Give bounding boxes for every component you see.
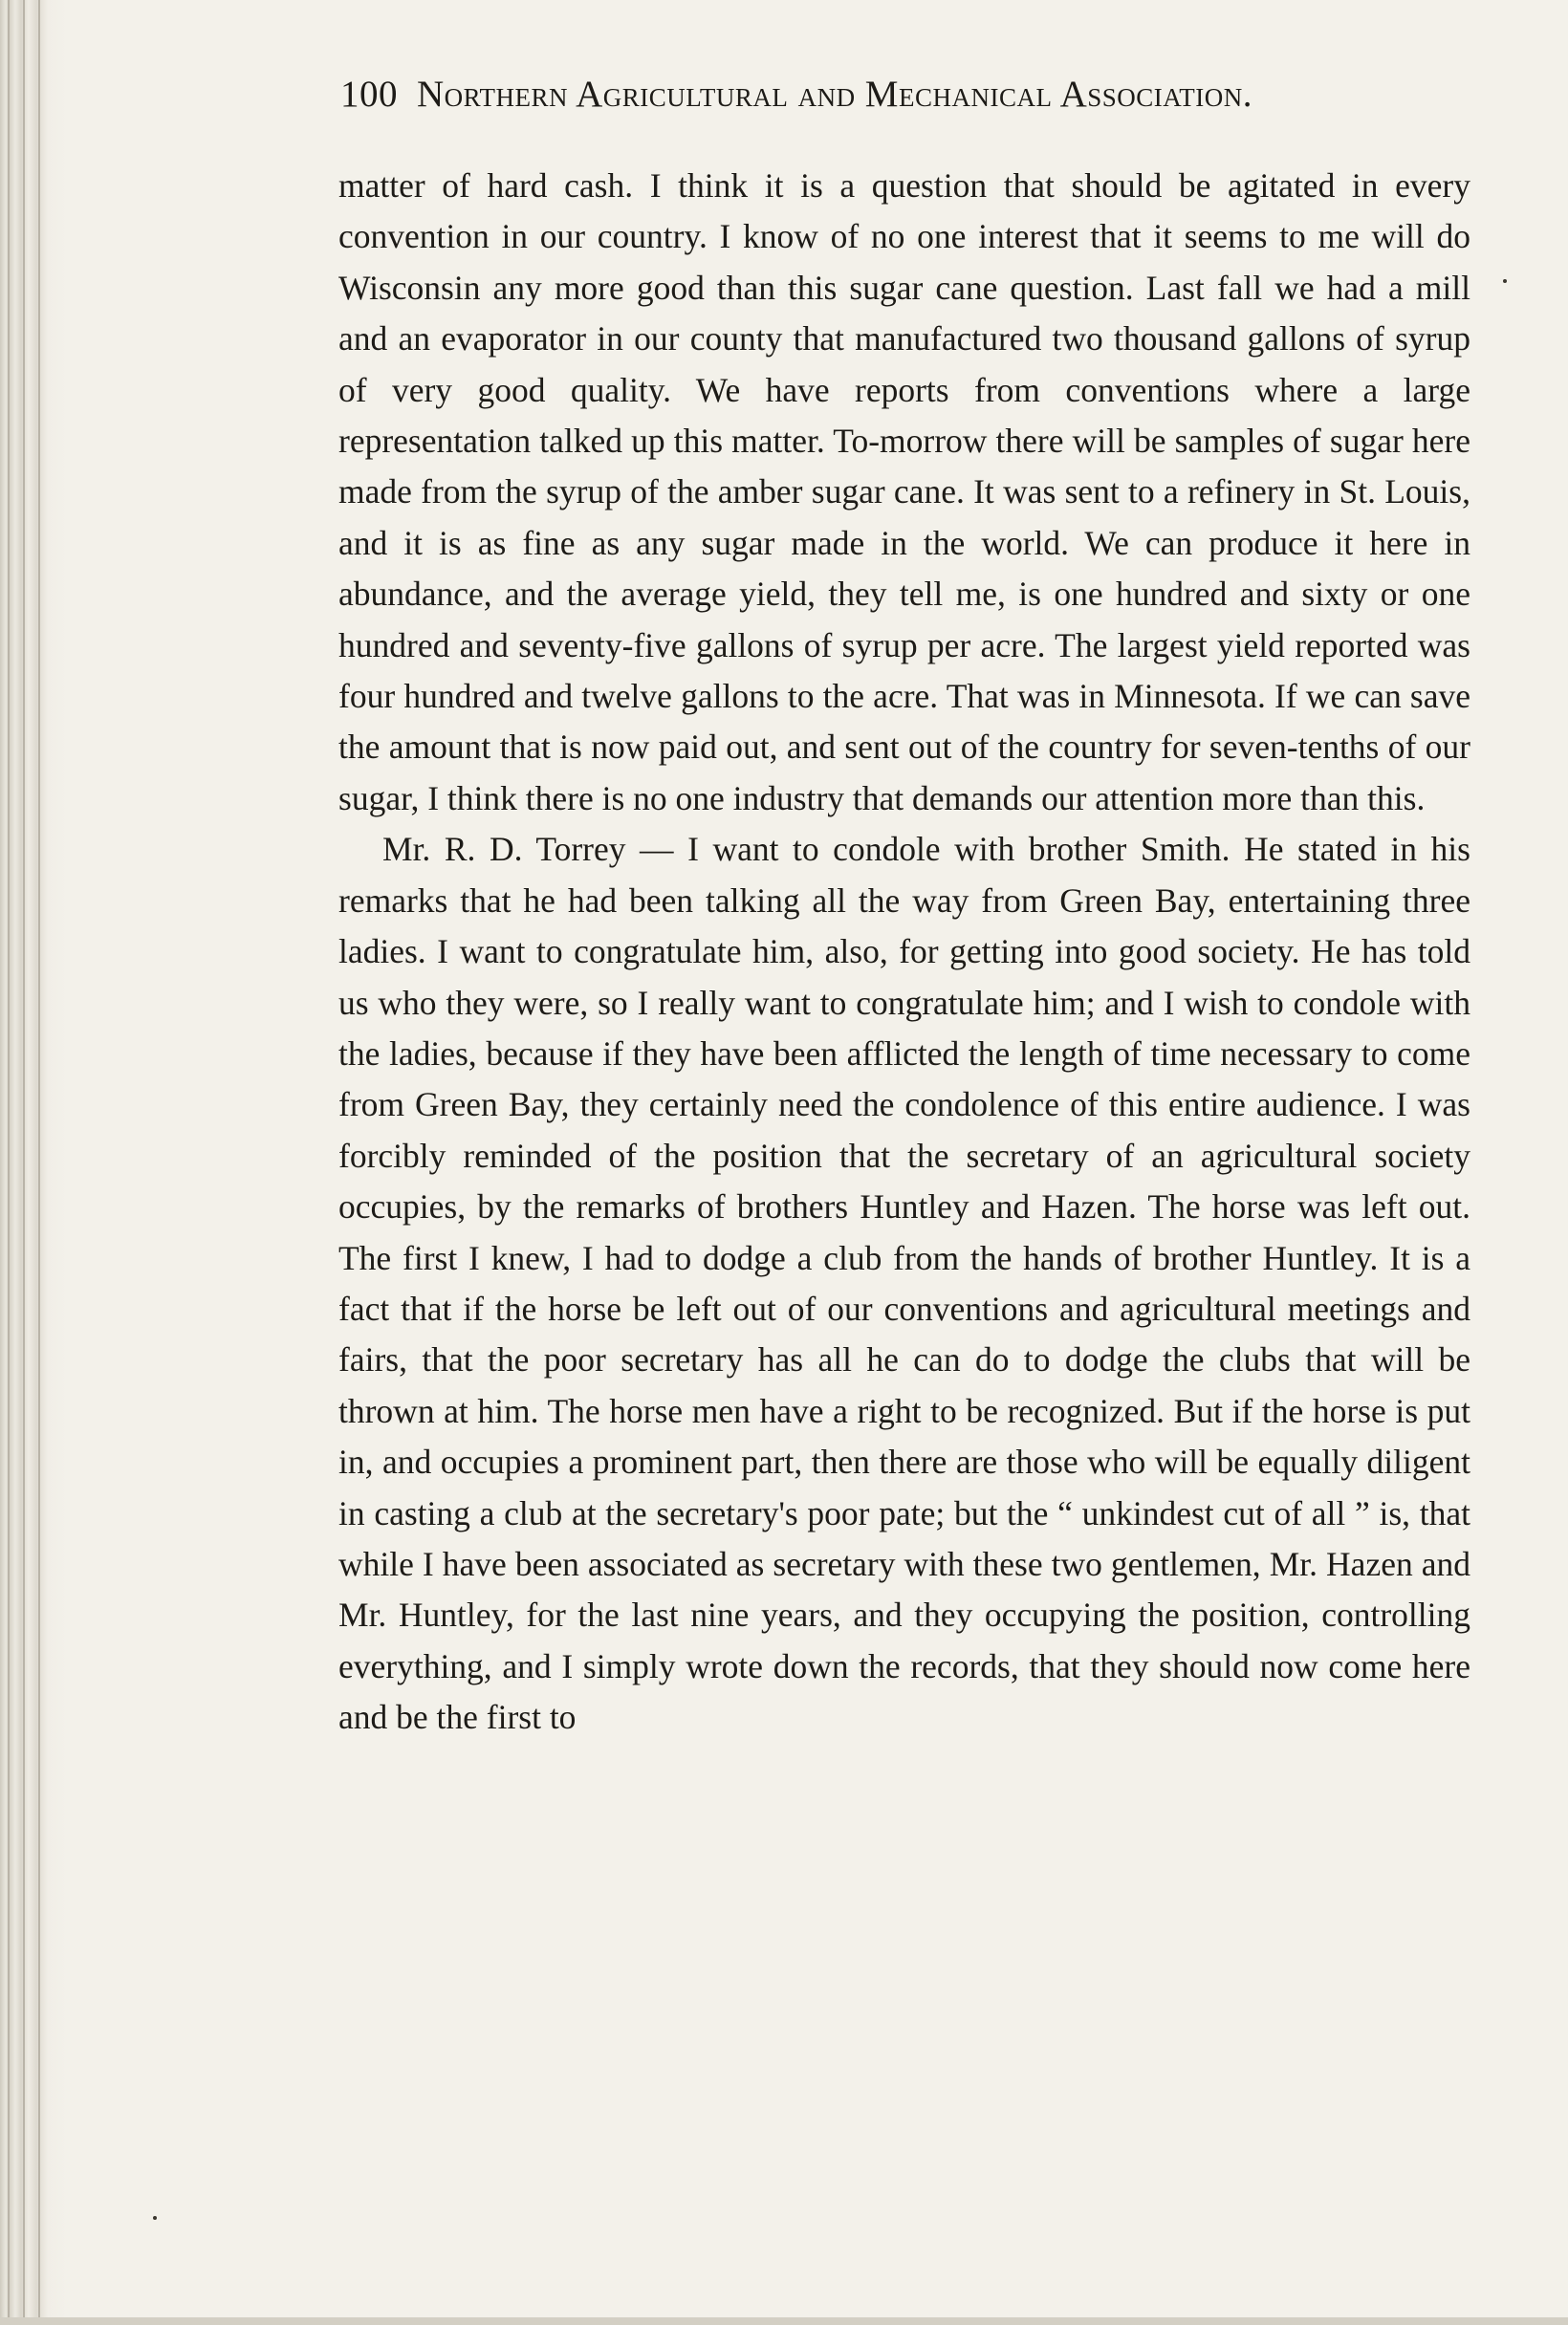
page-bottom-edge — [0, 2317, 1568, 2325]
page-body — [338, 161, 1470, 1744]
page-number: 100 — [340, 74, 398, 115]
ink-speck — [1503, 279, 1507, 283]
binding-line — [23, 0, 25, 2325]
running-header — [340, 73, 1469, 116]
running-title: Northern Agricultural and Mechanical Association. — [417, 74, 1253, 115]
paragraph-torrey: Mr. R. D. Torrey — I want to condole with brother Smith. He stated in his remarks that he had been talking all the way from Green Bay, entertaining three ladies. I want to congratulate him, also, for getting into good society. He has told us who they were, so I really want to congratulate him; and I wish to condole with the ladies, because if they have been afflicted the length of time necessary to come from Green Bay, they certainly need the condolence of this entire audience. I was forcibly reminded of the position that the secretary of an agricultural society occupies, by the remarks of brothers Huntley and Hazen. The horse was left out. The first I knew, I had to dodge a club from the hands of brother Huntley. It is a fact that if the horse be left out of our conventions and agricultural meetings and fairs, that the poor secretary has all he can do to dodge the clubs that will be thrown at him. The horse men have a right to be recognized. But if the horse is put in, and occupies a prominent part, then there are those who will be equally diligent in casting a club at the secretary's poor pate; but the “ unkindest cut of all ” is, that while I have been associated as secretary with these two gentlemen, Mr. Hazen and Mr. Huntley, for the last nine years, and they occupying the position, controlling everything, and I simply wrote down the records, that they should now come here and be the first to — [338, 830, 1470, 1737]
paragraph-continued: matter of hard cash. I think it is a question that should be agitated in every convention in our country. I know of no one interest that it seems to me will do Wisconsin any more good than this sugar cane question. Last fall we had a mill and an evaporator in our county that manufactured two thousand gallons of syrup of very good quality. We have reports from conventions where a large representation talked up this matter. To-morrow there will be samples of sugar here made from the syrup of the amber sugar cane. It was sent to a refinery in St. Louis, and it is as fine as any sugar made in the world. We can produce it here in abundance, and the average yield, they tell me, is one hundred and sixty or one hundred and seventy-five gallons of syrup per acre. The largest yield reported was four hundred and twelve gallons to the acre. That was in Minnesota. If we can save the amount that is now paid out, and sent out of the country for seven-tenths of our sugar, I think there is no one industry that demands our attention more than this. — [338, 166, 1470, 817]
book-binding-edge — [0, 0, 67, 2325]
binding-line — [8, 0, 10, 2325]
ink-speck — [153, 2216, 157, 2220]
binding-line — [38, 0, 40, 2325]
